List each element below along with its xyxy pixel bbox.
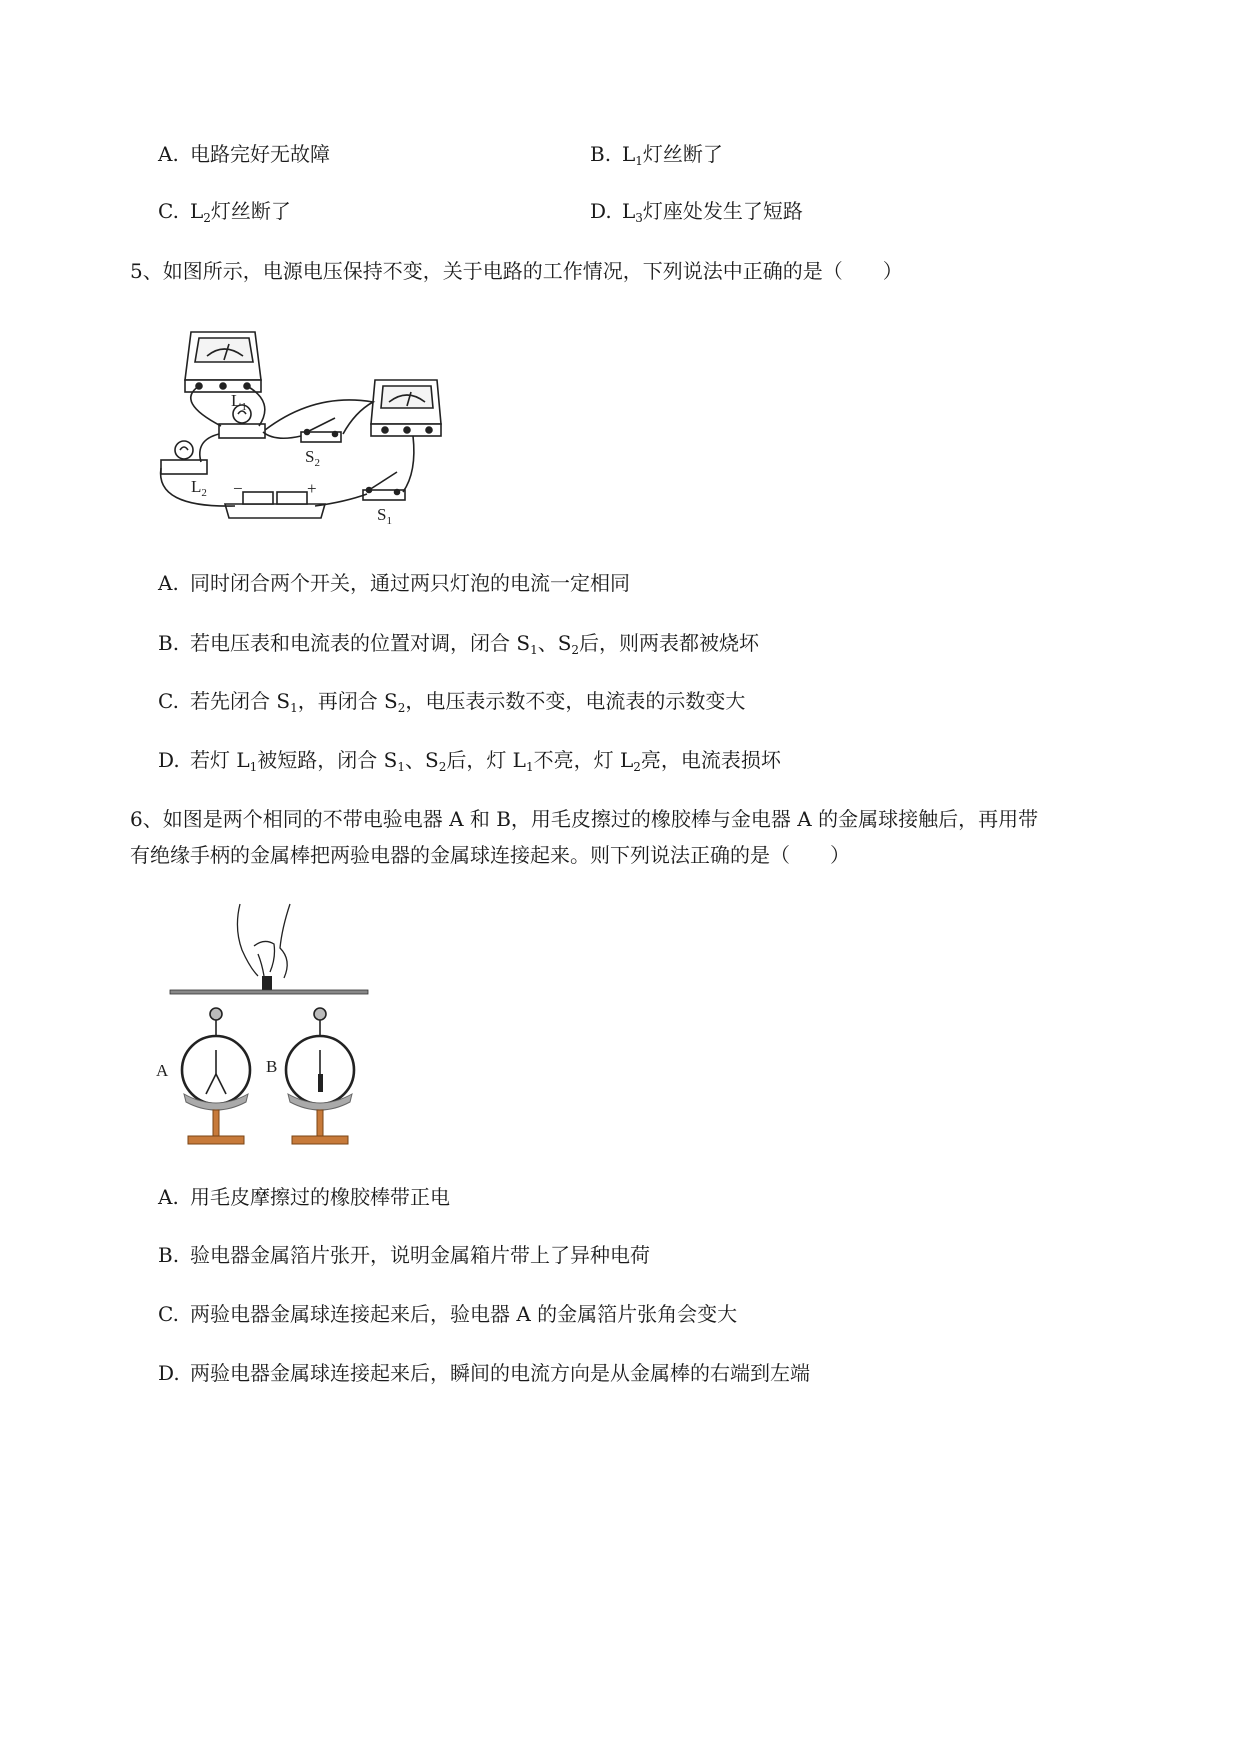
subscript: 1 [290,701,298,715]
option-label: A. [158,142,179,166]
option-text: 电路完好无故障 [190,142,330,166]
option-label: D. [158,1361,180,1385]
label-l2-sub: 2 [201,487,207,499]
q5-circuit-figure [155,322,445,532]
subscript: 1 [397,760,405,774]
option-text: 不亮，灯 L [533,748,634,772]
label-minus: − [233,479,243,498]
subscript: 1 [530,643,538,657]
q5-option-d [158,747,781,773]
label-b: B [266,1057,278,1076]
option-text: L [622,142,636,166]
option-label: A. [158,571,179,595]
option-text: ，再闭合 S [297,689,398,713]
option-text: 、S [537,631,572,655]
subscript: 3 [635,211,643,225]
label-plus: + [307,479,317,498]
option-text: 用毛皮摩擦过的橡胶棒带正电 [190,1185,450,1209]
option-text: ，电压表示数不变，电流表的示数变大 [405,689,746,713]
subscript: 1 [635,154,643,168]
electroscope-a-icon [182,1008,250,1144]
option-text: 同时闭合两个开关，通过两只灯泡的电流一定相同 [190,571,630,595]
option-label: B. [590,142,612,166]
option-text: 后，灯 L [446,748,526,772]
option-label: B. [158,1243,180,1267]
svg-text:S1 [377,505,392,527]
option-text: L [622,199,636,223]
insulating-handle [262,976,272,992]
option-text: 、S [404,748,439,772]
q6-option-a [158,1184,450,1210]
label-a: A [156,1061,169,1080]
electroscope-b-icon [286,1008,354,1144]
label-s1: S [377,505,387,524]
label-l1: L [231,391,242,410]
q6-option-d [158,1360,810,1386]
metal-rod [170,990,368,994]
voltmeter-icon [185,332,261,392]
subscript: 1 [249,760,258,774]
option-text: 两验电器金属球连接起来后，瞬间的电流方向是从金属棒的右端到左端 [190,1361,810,1385]
q5-option-a [158,570,630,596]
ammeter-icon [371,380,441,436]
option-label: D. [590,199,612,223]
option-label: B. [158,631,180,655]
option-text: 验电器金属箔片张开，说明金属箱片带上了异种电荷 [190,1243,650,1267]
label-s1-sub: 1 [386,515,392,527]
circuit-diagram [155,322,445,532]
option-label: A. [158,1185,179,1209]
option-text: 后，则两表都被烧坏 [579,631,760,655]
q6-option-b [158,1242,650,1268]
switch-s1-icon [363,472,405,500]
hand-icon [237,904,290,978]
svg-text:L2 [191,477,207,499]
q4-option-b [590,141,723,167]
label-s2: S [305,447,315,466]
option-label: D. [158,748,180,772]
electroscope-diagram [150,898,380,1153]
option-text: 灯丝断了 [210,199,291,223]
option-label: C. [158,1302,179,1326]
switch-s2-icon [301,418,341,442]
q6-option-c [158,1301,737,1327]
subscript: 2 [203,211,211,225]
q4-option-d [590,198,803,224]
q5-option-b [158,630,759,656]
subscript: 2 [397,701,406,715]
option-text: 灯座处发生了短路 [642,199,803,223]
option-text: 被短路，闭合 S [257,748,398,772]
q6-stem-line-2: 有绝缘手柄的金属棒把两验电器的金属球连接起来。则下列说法正确的是（ ） [130,843,850,867]
q6-stem-line-1: 6、如图是两个相同的不带电验电器 A 和 B，用毛皮擦过的橡胶棒与金电器 A 的金属球接触后，再用带 [130,807,1039,831]
subscript: 2 [633,760,641,774]
q4-option-c [158,198,291,224]
subscript: 2 [438,760,447,774]
svg-text:S2 [305,447,320,469]
option-label: C. [158,199,179,223]
subscript: 1 [525,760,534,774]
option-text: 灯丝断了 [642,142,723,166]
q4-option-a [158,141,330,167]
label-l2: L [191,477,202,496]
option-text: 两验电器金属球连接起来后，验电器 A 的金属箔片张角会变大 [190,1302,738,1326]
q5-option-c [158,688,745,714]
option-text: 若先闭合 S [190,689,291,713]
option-text: 若灯 L [190,748,250,772]
q6-electroscope-figure [150,898,380,1153]
svg-text:L1 [231,391,247,413]
option-text: 亮，电流表损坏 [640,748,781,772]
option-text: 若电压表和电流表的位置对调，闭合 S [190,631,531,655]
q5-stem: 5、如图所示，电源电压保持不变，关于电路的工作情况，下列说法中正确的是（ ） [130,259,903,283]
subscript: 2 [571,643,580,657]
option-label: C. [158,689,179,713]
label-s2-sub: 2 [314,457,320,469]
option-text: L [190,199,204,223]
label-l1-sub: 1 [241,401,247,413]
